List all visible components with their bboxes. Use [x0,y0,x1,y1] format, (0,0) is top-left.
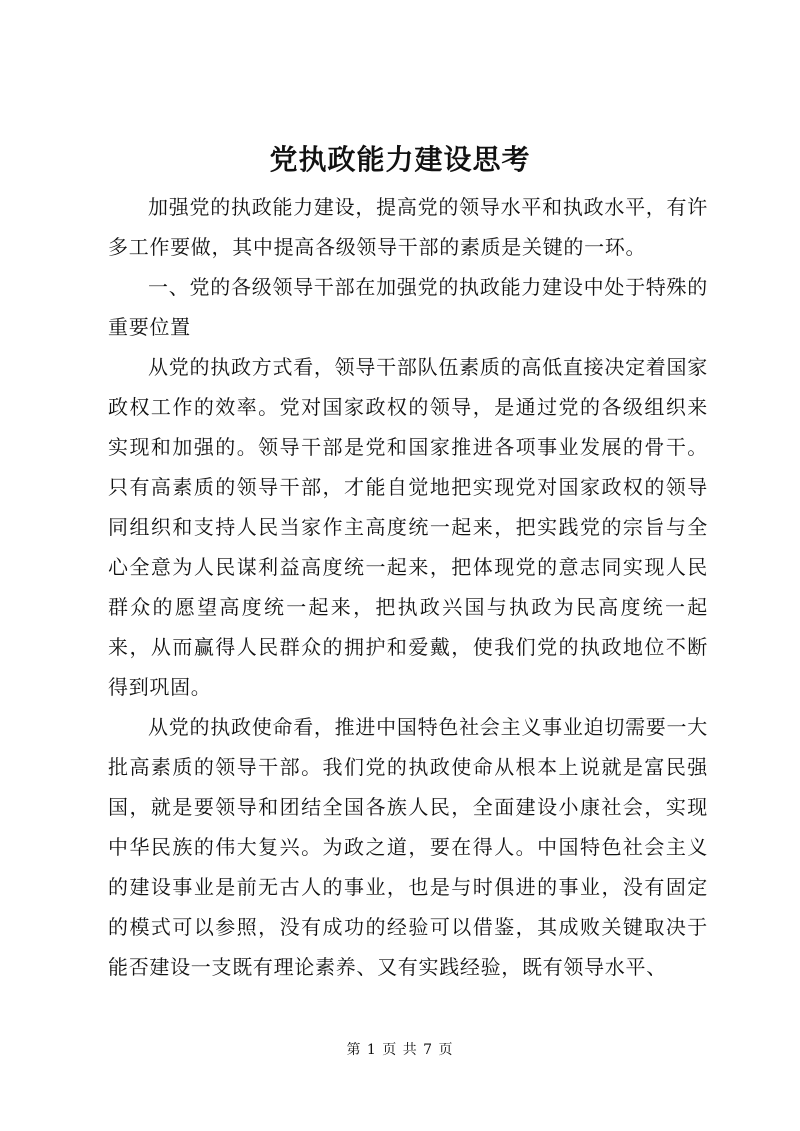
paragraph-1: 加强党的执政能力建设，提高党的领导水平和执政水平，有许多工作要做，其中提高各级领导干部的素质是关键的一环。 [108,195,708,259]
paragraph-3: 从党的执政方式看，领导干部队伍素质的高低直接决定着国家政权工作的效率。党对国家政权的领导，是通过党的各级组织来实现和加强的。领导干部是党和国家推进各项事业发展的骨干。只有高素质的领导干部，才能自觉地把实现党对国家政权的领导同组织和支持人民当家作主高度统一起来，把实践党的宗旨与全心全意为人民谋利益高度统一起来，把体现党的意志同实现人民群众的愿望高度统一起来，把执政兴国与执政为民高度统一起来，从而赢得人民群众的拥护和爱戴，使我们党的执政地位不断得到巩固。 [108,355,708,699]
document-body [108,187,708,987]
paragraph-2: 一、党的各级领导干部在加强党的执政能力建设中处于特殊的重要位置 [108,275,708,339]
page-footer: 第 1 页 共 7 页 [346,1042,454,1058]
document-title: 党执政能力建设思考 [269,143,531,176]
paragraph-4: 从党的执政使命看，推进中国特色社会主义事业迫切需要一大批高素质的领导干部。我们党的执政使命从根本上说就是富民强国，就是要领导和团结全国各族人民，全面建设小康社会，实现中华民族的伟大复兴。为政之道，要在得人。中国特色社会主义的建设事业是前无古人的事业，也是与时俱进的事业，没有固定的模式可以参照，没有成功的经验可以借鉴，其成败关键取决于能否建设一支既有理论素养、又有实践经验，既有领导水平、 [108,715,708,979]
